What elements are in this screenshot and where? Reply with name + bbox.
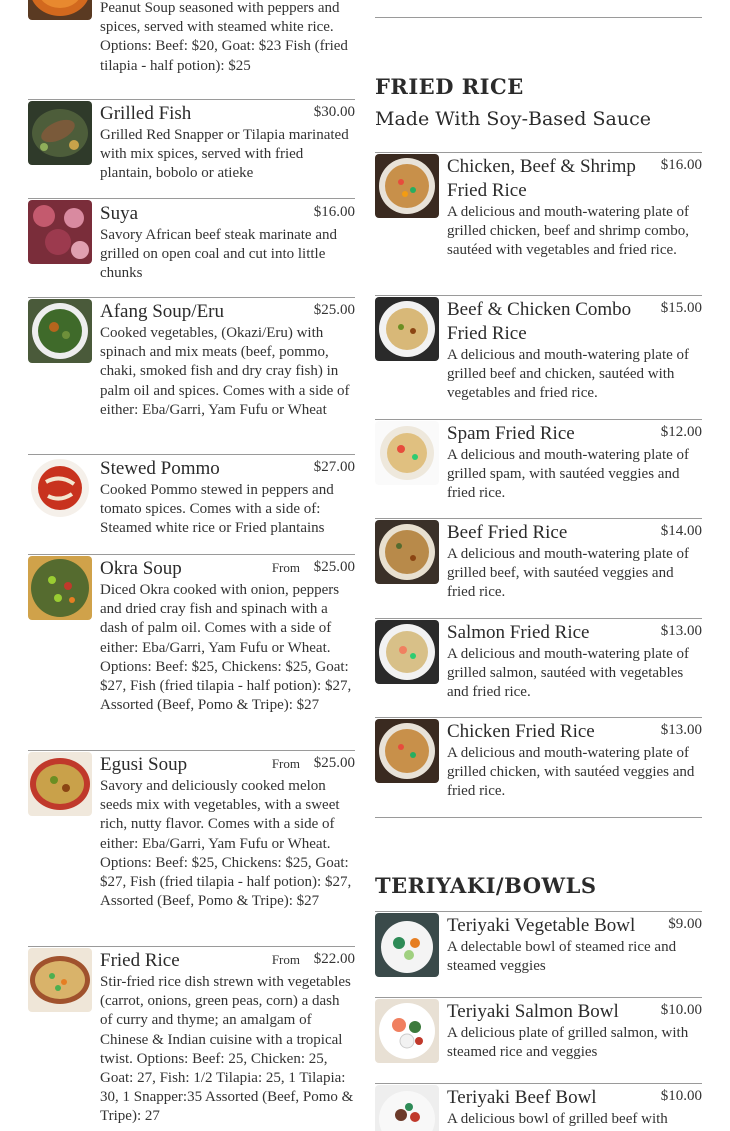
item-name: Spam Fried Rice bbox=[447, 423, 575, 444]
dish-photo bbox=[28, 556, 92, 620]
item-name: Teriyaki Salmon Bowl bbox=[447, 1001, 619, 1022]
section-subtitle: Made With Soy-Based Sauce bbox=[375, 108, 651, 130]
item-price: $12.00 bbox=[660, 424, 702, 440]
menu-item-okra-soup[interactable] bbox=[28, 554, 355, 747]
item-price: $13.00 bbox=[660, 623, 702, 639]
item-name: Afang Soup/Eru bbox=[100, 301, 225, 322]
dish-photo bbox=[28, 752, 92, 816]
dish-photo bbox=[28, 456, 92, 520]
menu-item-suya[interactable] bbox=[28, 198, 355, 294]
menu-item-stewed-pommo[interactable] bbox=[28, 454, 355, 551]
price-from-label: From bbox=[271, 952, 300, 967]
item-description: Cooked Pommo stewed in peppers and tomato spices. Comes with a side of: Steamed white rice or Fried plantains bbox=[100, 482, 334, 537]
menu-item-grilled-fish[interactable] bbox=[28, 99, 355, 195]
item-price: $16.00 bbox=[660, 157, 702, 173]
item-name: Beef Fried Rice bbox=[447, 522, 568, 543]
menu-item-beef-fried-rice[interactable] bbox=[375, 518, 702, 615]
dish-photo bbox=[28, 299, 92, 363]
item-name: Egusi Soup bbox=[100, 754, 188, 775]
item-price: $9.00 bbox=[668, 916, 702, 932]
item-name: Salmon Fried Rice bbox=[447, 622, 590, 643]
dish-photo bbox=[375, 1085, 439, 1131]
menu-item-salmon-fried-rice[interactable] bbox=[375, 618, 702, 714]
item-price: $10.00 bbox=[660, 1002, 702, 1018]
menu-item-teriyaki-beef-bowl[interactable] bbox=[375, 1083, 702, 1131]
item-description: Stir-fried rice dish strewn with vegetables (carrot, onions, green peas, corn) a dash of curry and thyme; an amalgam of Chinese & Indian cuisine with a tropical twist. Options: Beef: 25, Chicken: 25, Goat: 27, Fish: 1/2 Tilapia: 25, 1 Tilapia: 30, 1 Snapper:35 Assorted (Beef, Pomo & Tripe): 27 bbox=[100, 974, 354, 1125]
dish-photo bbox=[375, 297, 439, 361]
item-description: Cooked vegetables, (Okazi/Eru) with spinach and mix meats (beef, pommo, chaki, smoked fish and dry cray fish) in palm oil and spices. Comes with a side of either: Eba/Garri, Yam Fufu or Wheat bbox=[100, 325, 350, 418]
item-name: Teriyaki Beef Bowl bbox=[447, 1087, 597, 1108]
dish-photo bbox=[375, 719, 439, 783]
item-price: $25.00 bbox=[313, 302, 355, 318]
menu-item-egusi-soup[interactable] bbox=[28, 750, 355, 943]
dish-photo bbox=[28, 101, 92, 165]
menu-item-chicken-beef-shrimp-fried-rice[interactable] bbox=[375, 152, 702, 293]
item-name: Fried Rice bbox=[100, 950, 180, 971]
item-description: Savory and deliciously cooked melon seeds mix with vegetables, with a sweet rich, nutty flavor. Comes with a side of either: Eba/Garri, Yam Fufu or Wheat. Options: Beef: $25, Chickens: $25, Goat: $27, Fish (fried tilapia - half potion): $27, Assorted (Beef, Pomo & Tripe): $27 bbox=[100, 778, 352, 910]
item-price: $22.00 bbox=[313, 951, 355, 967]
item-price: $25.00 bbox=[313, 559, 355, 575]
menu-item-teriyaki-vegetable-bowl[interactable] bbox=[375, 911, 702, 996]
item-description: Peanut Soup seasoned with peppers and spices, served with steamed white rice. Options: Beef: $20, Goat: $23 Fish (fried tilapia - half potion): $25 bbox=[100, 0, 348, 74]
item-price: $14.00 bbox=[660, 523, 702, 539]
divider bbox=[375, 817, 702, 818]
dish-photo bbox=[28, 0, 92, 20]
dish-photo bbox=[375, 620, 439, 684]
item-name: Okra Soup bbox=[100, 558, 182, 579]
item-name: Suya bbox=[100, 203, 138, 224]
menu-item-afang-soup[interactable] bbox=[28, 297, 355, 450]
dish-photo bbox=[28, 200, 92, 264]
item-price: $13.00 bbox=[660, 722, 702, 738]
item-description: Diced Okra cooked with onion, peppers and dried cray fish and spinach with a dash of palm oil. Comes with a side of either: Eba/Garri, Yam Fufu or Wheat. Options: Beef: $25, Chickens: $25, Goat: $27, Fish (fried tilapia - half potion): $27, Assorted (Beef, Pomo & Tripe): $27 bbox=[100, 582, 352, 714]
item-price: $16.00 bbox=[313, 204, 355, 220]
item-description: A delicious and mouth-watering plate of grilled beef, with sautéed veggies and fried rice. bbox=[447, 546, 690, 601]
item-description: A delicious and mouth-watering plate of grilled chicken, with sautéed veggies and fried rice. bbox=[447, 745, 695, 800]
item-description: A delicious and mouth-watering plate of grilled salmon, sautéed with vegetables and fried rice. bbox=[447, 646, 690, 701]
item-price: $30.00 bbox=[313, 104, 355, 120]
item-description: A delicious bowl of grilled beef with bbox=[447, 1111, 668, 1127]
item-description: A delicious and mouth-watering plate of grilled beef and chicken, sautéed with vegetables and fried rice. bbox=[447, 347, 690, 402]
item-name: Teriyaki Vegetable Bowl bbox=[447, 915, 636, 936]
item-price: $15.00 bbox=[660, 300, 702, 316]
menu-item-teriyaki-salmon-bowl[interactable] bbox=[375, 997, 702, 1082]
item-description: A delectable bowl of steamed rice and steamed veggies bbox=[447, 939, 677, 975]
price-from-label: From bbox=[271, 756, 300, 771]
item-price: $10.00 bbox=[660, 1088, 702, 1104]
item-name: Grilled Fish bbox=[100, 103, 192, 124]
item-description: A delicious and mouth-watering plate of grilled chicken, beef and shrimp combo, sautéed with vegetables and fried rice. bbox=[447, 204, 690, 259]
item-name: Chicken Fried Rice bbox=[447, 721, 595, 742]
dish-photo bbox=[375, 520, 439, 584]
dish-photo bbox=[28, 948, 92, 1012]
item-description: A delicious and mouth-watering plate of grilled spam, with sautéed veggies and fried rice. bbox=[447, 447, 690, 502]
item-price: $25.00 bbox=[313, 755, 355, 771]
item-price: $27.00 bbox=[313, 459, 355, 475]
menu-item-spam-fried-rice[interactable] bbox=[375, 419, 702, 515]
section-title-teriyaki: TERIYAKI/BOWLS bbox=[375, 873, 597, 898]
menu-item-chicken-fried-rice[interactable] bbox=[375, 717, 702, 818]
item-name: Chicken, Beef & Shrimp Fried Rice bbox=[447, 156, 636, 201]
dish-photo bbox=[375, 999, 439, 1063]
item-description: Grilled Red Snapper or Tilapia marinated with mix spices, served with fried plantain, bobolo or atieke bbox=[100, 127, 349, 182]
price-from-label: From bbox=[271, 560, 300, 575]
item-name: Stewed Pommo bbox=[100, 458, 220, 479]
dish-photo bbox=[375, 913, 439, 977]
menu-item-peanut-soup[interactable] bbox=[28, 0, 355, 96]
item-name: Beef & Chicken Combo Fried Rice bbox=[447, 299, 632, 344]
section-title-fried-rice: FRIED RICE bbox=[375, 74, 524, 99]
divider bbox=[375, 17, 702, 18]
dish-photo bbox=[375, 421, 439, 485]
menu-item-beef-chicken-combo-fried-rice[interactable] bbox=[375, 295, 702, 416]
dish-photo bbox=[375, 154, 439, 218]
item-description: A delicious plate of grilled salmon, with steamed rice and veggies bbox=[447, 1025, 689, 1061]
menu-item-fried-rice[interactable] bbox=[28, 946, 355, 1131]
item-description: Savory African beef steak marinate and grilled on open coal and cut into little chunks bbox=[100, 227, 337, 282]
